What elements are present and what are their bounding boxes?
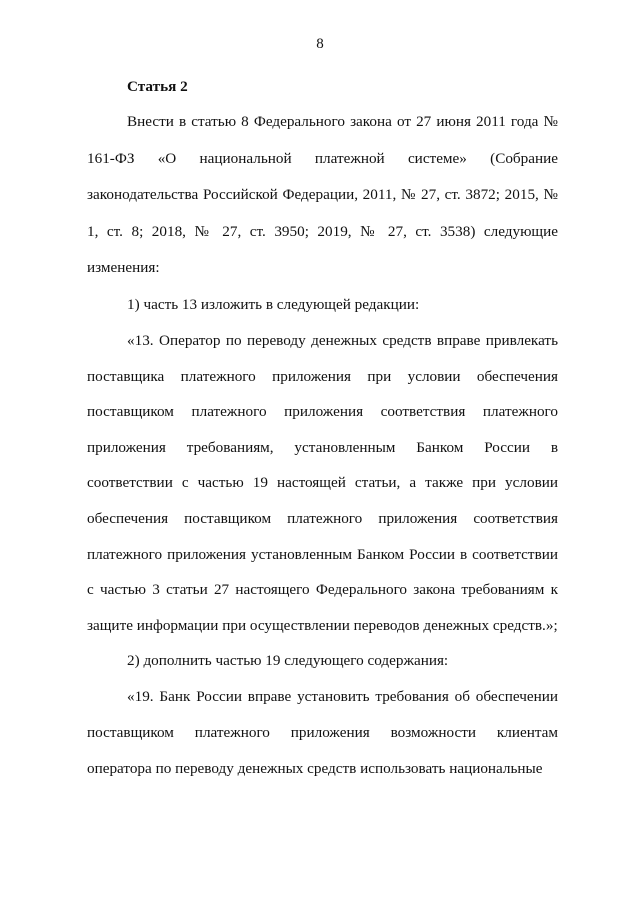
amendment-item-1: 1) часть 13 изложить в следующей редакции: [127, 295, 420, 313]
page-number: 8 [316, 36, 324, 52]
article-intro-paragraph: Внести в статью 8 Федерального закона от 27 июня 2011 года № 161-ФЗ «О национальной платежной системе» (Собрание законодательства Российской Федерации, 2011, № 27, ст. 3872; 2015, № 1, ст. 8; 2018, № 27, ст. 3950; 2019, № 27, ст. 3538) следующие изменения: [87, 113, 558, 277]
article-heading: Статья 2 [127, 78, 188, 95]
amendment-item-2: 2) дополнить частью 19 следующего содержания: [127, 652, 449, 670]
part-13-text: «13. Оператор по переводу денежных средств вправе привлекать поставщика платежного приложения при условии обеспечения поставщиком платежного приложения соответствия платежного приложения требованиям, установленным Банком России в соответствии с частью 19 настоящей статьи, а также при условии обеспечения поставщиком платежного приложения соответствия платежного приложения установленным Банком России в соответствии с частью 3 статьи 27 настоящего Федерального закона требованиям к защите информации при осуществлении переводов денежных средств.»; [87, 331, 558, 634]
document-body [87, 70, 558, 786]
part-19-text: «19. Банк России вправе установить требования об обеспечении поставщиком платежного приложения возможности клиентам оператора по переводу денежных средств использовать национальные [87, 688, 558, 777]
